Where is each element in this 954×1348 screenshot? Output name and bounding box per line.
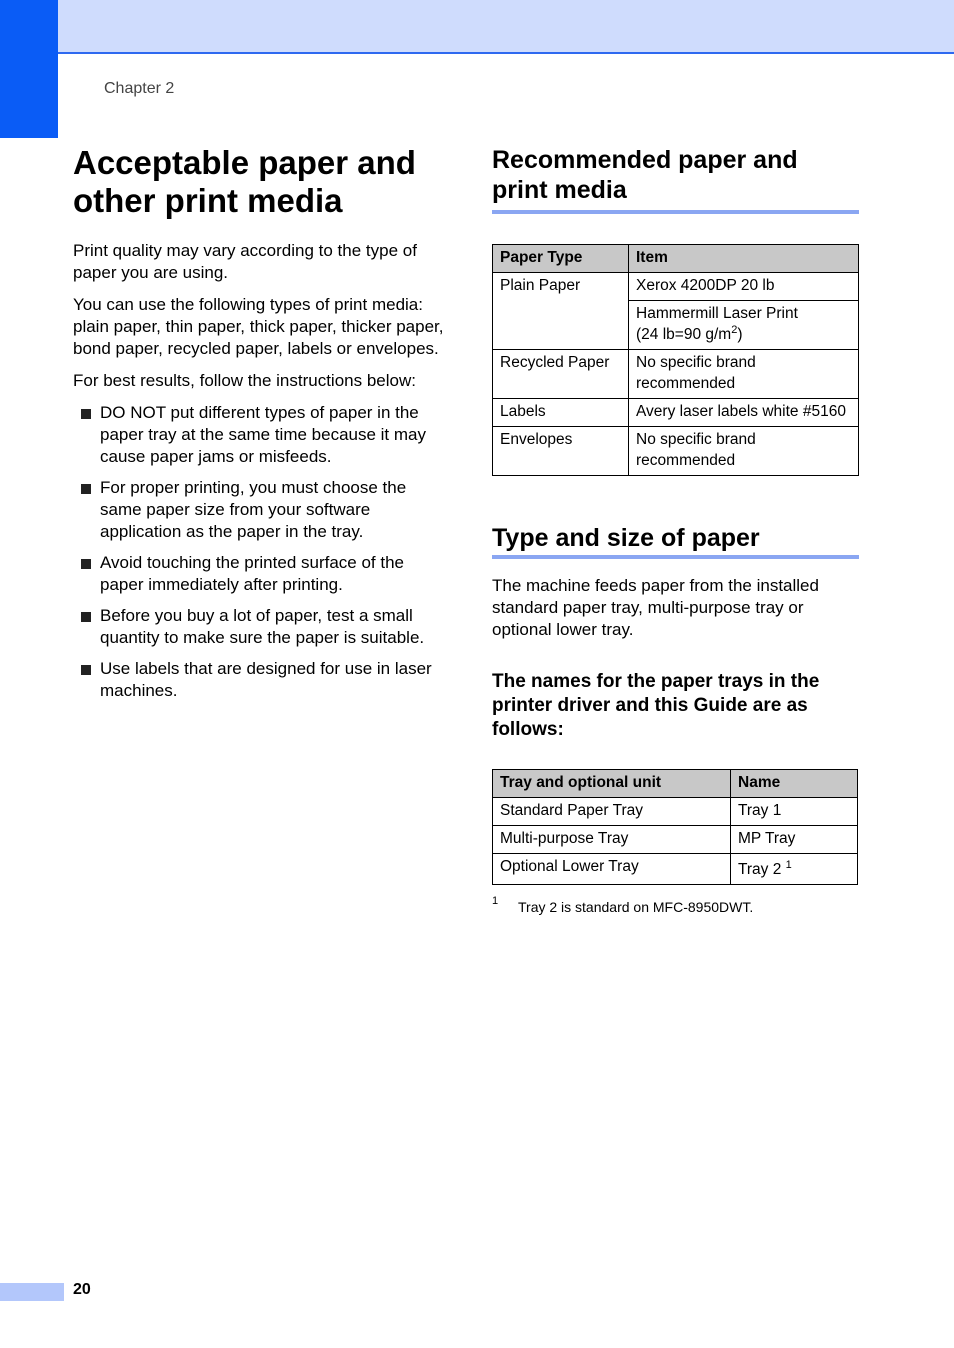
- footer-band: [0, 1283, 64, 1301]
- item-cell: Xerox 4200DP 20 lb: [629, 273, 859, 301]
- name-cell: Tray 1: [731, 798, 858, 826]
- footnote-text: Tray 2 is standard on MFC-8950DWT.: [518, 899, 754, 915]
- name-cell: Tray 2 $^1$: [731, 854, 858, 885]
- column-header: Item: [629, 245, 859, 273]
- bullet-square-icon: [81, 559, 91, 569]
- paper-type-cell: Plain Paper: [493, 273, 629, 350]
- instruction-list: [73, 402, 445, 702]
- recommended-heading: Recommended paper and print media: [492, 145, 859, 214]
- bullet-square-icon: [81, 665, 91, 675]
- table-row: [493, 350, 859, 399]
- chapter-tab-marker: [0, 0, 58, 138]
- list-item: Before you buy a lot of paper, test a small quantity to make sure the paper is suitable.: [73, 605, 445, 649]
- unit-cell: Multi-purpose Tray: [493, 826, 731, 854]
- page-title: Acceptable paper and other print media: [73, 144, 416, 219]
- chapter-label: Chapter 2: [104, 80, 175, 97]
- list-item: For proper printing, you must choose the same paper size from your software application as the paper in the tray.: [73, 477, 445, 543]
- footnote-marker: 1: [492, 895, 499, 907]
- list-item: Avoid touching the printed surface of the paper immediately after printing.: [73, 552, 445, 596]
- item-cell: Hammermill Laser Print (24 lb=90 $g/m^2$): [629, 301, 859, 350]
- column-header: Paper Type: [493, 245, 629, 273]
- tray-names-table: [492, 769, 858, 885]
- paper-type-cell: Labels: [493, 399, 629, 427]
- bullet-square-icon: [81, 484, 91, 494]
- list-item: Use labels that are designed for use in laser machines.: [73, 658, 445, 702]
- table-row: [493, 826, 858, 854]
- column-header: Name: [731, 770, 858, 798]
- page-number: 20: [73, 1281, 91, 1298]
- bullet-square-icon: [81, 409, 91, 419]
- table-row: [493, 273, 859, 301]
- item-cell: No specific brand recommended: [629, 350, 859, 399]
- item-cell: Avery laser labels white #5160: [629, 399, 859, 427]
- media-types-paragraph: You can use the following types of print media: plain paper, thin paper, thick paper, thicker paper, bond paper, recycled paper, labels or envelopes.: [73, 295, 444, 358]
- tray-names-subheading: The names for the paper trays in the printer driver and this Guide are as follows:: [492, 671, 820, 740]
- intro-paragraph: Print quality may vary according to the type of paper you are using.: [73, 241, 417, 282]
- bullet-square-icon: [81, 612, 91, 622]
- paper-type-cell: Recycled Paper: [493, 350, 629, 399]
- left-column: [73, 240, 445, 711]
- unit-cell: Optional Lower Tray: [493, 854, 731, 885]
- unit-cell: Standard Paper Tray: [493, 798, 731, 826]
- tray-intro-paragraph: The machine feeds paper from the installed standard paper tray, multi-purpose tray or optional lower tray.: [492, 576, 819, 639]
- table-header-row: [493, 245, 859, 273]
- name-cell: MP Tray: [731, 826, 858, 854]
- recommended-paper-table: [492, 244, 859, 476]
- table-row: [493, 427, 859, 476]
- table-row: [493, 798, 858, 826]
- instructions-lead: For best results, follow the instructions below:: [73, 371, 416, 390]
- table-header-row: [493, 770, 858, 798]
- list-item: DO NOT put different types of paper in the paper tray at the same time because it may cause paper jams or misfeeds.: [73, 402, 445, 468]
- column-header: Tray and optional unit: [493, 770, 731, 798]
- footnote-reference: 1: [785, 858, 792, 871]
- table-row: [493, 399, 859, 427]
- type-size-heading: Type and size of paper: [492, 523, 859, 559]
- header-band: [0, 0, 954, 54]
- item-cell: No specific brand recommended: [629, 427, 859, 476]
- table-row: [493, 854, 858, 885]
- paper-type-cell: Envelopes: [493, 427, 629, 476]
